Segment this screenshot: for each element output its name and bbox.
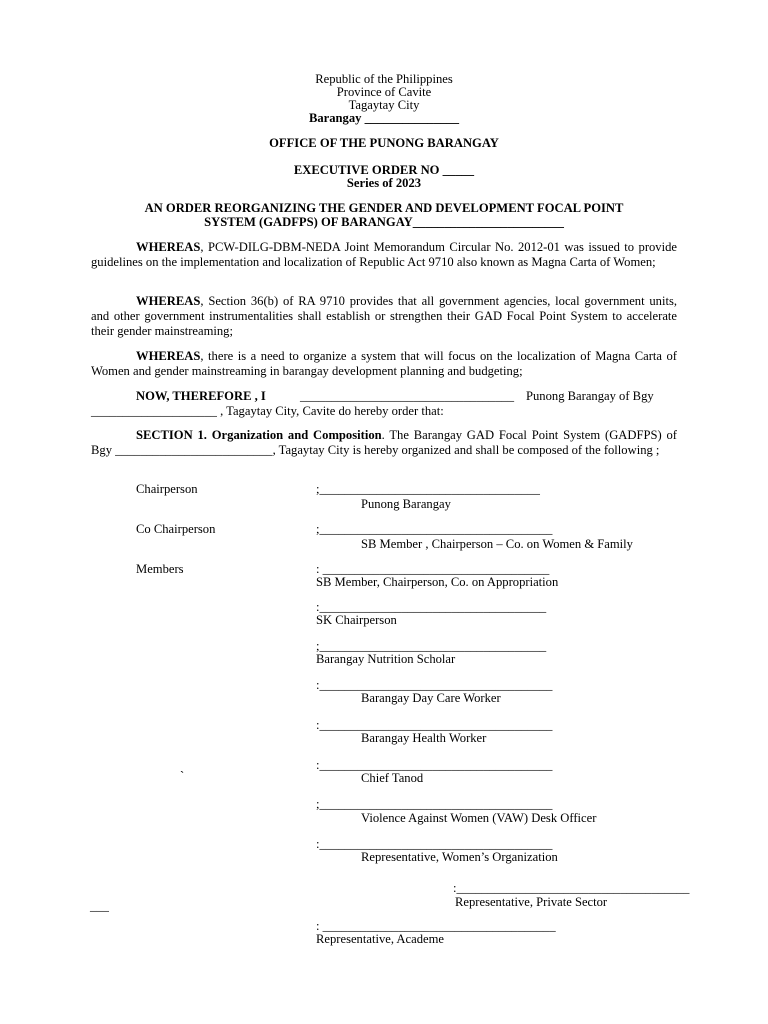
member-signature-line: ;_____________________________________ <box>316 797 553 811</box>
whereas-clause-3 <box>91 349 677 379</box>
series-year: Series of 2023 <box>346 176 422 190</box>
member-signature-line: :_____________________________________ <box>316 758 553 772</box>
member-signature-line: :_____________________________________ <box>316 837 553 851</box>
member-role: Representative, Private Sector <box>455 895 608 909</box>
executive-order-number: EXECUTIVE ORDER NO _____ <box>293 163 475 177</box>
whereas-text: , Section 36(b) of RA 9710 provides that all government agencies, local government units, and other government instrumentalities shall establish or strengthen their GAD Focal Point System to accelerate their gender mainstreaming; <box>91 294 677 338</box>
stray-mark: ` <box>180 769 185 783</box>
chairperson-label: Chairperson <box>136 482 198 496</box>
whereas-lead: WHEREAS <box>136 294 201 308</box>
section-1-heading: SECTION 1. Organization and Composition <box>136 428 382 442</box>
member-role: Chief Tanod <box>361 771 424 785</box>
now-therefore-line-2: ____________________ , Tagaytay City, Cavite do hereby order that: <box>91 404 444 418</box>
member-role: Representative, Women’s Organization <box>361 850 558 864</box>
member-role: Barangay Nutrition Scholar <box>316 652 456 666</box>
member-role: Violence Against Women (VAW) Desk Officer <box>361 811 597 825</box>
header-republic: Republic of the Philippines <box>315 72 453 86</box>
whereas-clause-2 <box>91 294 677 339</box>
co-chairperson-role: SB Member , Chairperson – Co. on Women & Family <box>361 537 633 551</box>
member-signature-line: ;____________________________________ <box>316 639 547 653</box>
left-blank-line: ___ <box>90 899 109 913</box>
section-1-text: . The Barangay GAD Focal Point System (GADFPS) of Bgy _________________________, Tagaytay City is hereby organized and shall be composed of the following ; <box>91 428 677 457</box>
whereas-text: , there is a need to organize a system that will focus on the localization of Magna Carta of Women and gender mainstreaming in barangay development planning and budgeting; <box>91 349 677 378</box>
header-barangay: Barangay _______________ <box>308 111 460 125</box>
whereas-clause-1 <box>91 240 677 270</box>
member-signature-line: :_____________________________________ <box>316 678 553 692</box>
office-title: OFFICE OF THE PUNONG BARANGAY <box>269 136 499 150</box>
order-title-line-2: SYSTEM (GADFPS) OF BARANGAY________________________ <box>204 215 564 229</box>
member-role: SB Member, Chairperson, Co. on Appropriation <box>316 575 559 589</box>
member-signature-line: :____________________________________ <box>316 600 547 614</box>
member-signature-line: :_____________________________________ <box>316 718 553 732</box>
header-city: Tagaytay City <box>348 98 420 112</box>
co-chairperson-signature-line: ;_____________________________________ <box>316 522 553 536</box>
now-therefore-lead: NOW, THEREFORE , I <box>136 389 266 403</box>
co-chairperson-label: Co Chairperson <box>136 522 216 536</box>
whereas-lead: WHEREAS <box>136 240 201 254</box>
whereas-text: , PCW-DILG-DBM-NEDA Joint Memorandum Circular No. 2012-01 was issued to provide guidelines on the implementation and localization of Republic Act 9710 also known as Magna Carta of Women; <box>91 240 677 269</box>
member-signature-line: :_____________________________________ <box>453 881 690 895</box>
now-therefore-role: Punong Barangay of Bgy <box>526 389 654 403</box>
chairperson-signature-line: ;___________________________________ <box>316 482 540 496</box>
member-signature-line: : _____________________________________ <box>316 919 556 933</box>
header-province: Province of Cavite <box>336 85 432 99</box>
chairperson-role: Punong Barangay <box>361 497 451 511</box>
members-label: Members <box>136 562 184 576</box>
whereas-lead: WHEREAS <box>136 349 201 363</box>
order-title-line-1: AN ORDER REORGANIZING THE GENDER AND DEVELOPMENT FOCAL POINT <box>144 201 624 215</box>
member-role: SK Chairperson <box>316 613 397 627</box>
section-1-paragraph <box>91 428 677 458</box>
member-role: Representative, Academe <box>316 932 444 946</box>
member-role: Barangay Day Care Worker <box>361 691 501 705</box>
now-therefore-name-blank: __________________________________ <box>300 389 515 403</box>
member-signature-line: : ____________________________________ <box>316 562 550 576</box>
member-role: Barangay Health Worker <box>361 731 487 745</box>
